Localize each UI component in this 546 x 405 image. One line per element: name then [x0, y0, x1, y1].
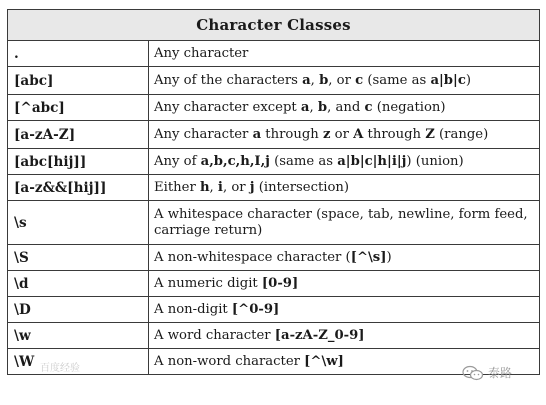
description-bold-fragment: [^\s] — [350, 249, 387, 265]
description-fragment: (negation) — [372, 99, 446, 115]
pattern-cell: \S — [8, 245, 149, 271]
description-bold-fragment: Z — [425, 126, 435, 142]
description-fragment: A numeric digit — [154, 275, 262, 291]
table-row — [8, 149, 540, 175]
description-fragment: Either — [154, 179, 200, 195]
description-fragment: A whitespace character (space, tab, newline, form feed, carriage return) — [154, 206, 528, 238]
description-cell — [149, 201, 540, 245]
description-cell — [149, 67, 540, 95]
description-fragment: A word character — [154, 327, 275, 343]
pattern-cell: [abc] — [8, 67, 149, 95]
pattern-cell: [^abc] — [8, 95, 149, 121]
description-bold-fragment: h — [199, 179, 210, 195]
description-bold-fragment: c — [355, 72, 364, 88]
description-fragment: , — [209, 179, 218, 195]
description-cell — [149, 95, 540, 121]
description-bold-fragment: a,b,c,h,I,j — [200, 153, 270, 169]
description-bold-fragment: i — [217, 179, 223, 195]
description-fragment: , or — [328, 72, 356, 88]
watermark-left: 百度经验 — [40, 363, 80, 374]
description-fragment: through — [363, 126, 426, 142]
description-fragment: A non-word character — [154, 353, 305, 369]
description-bold-fragment: z — [322, 126, 331, 142]
table-row — [8, 41, 540, 67]
description-bold-fragment: j — [249, 179, 255, 195]
description-bold-fragment: [a-zA-Z_0-9] — [274, 327, 365, 343]
description-fragment: , and — [327, 99, 365, 115]
character-classes-card — [7, 9, 539, 375]
description-bold-fragment: A — [353, 126, 364, 142]
character-classes-table — [7, 9, 540, 375]
description-bold-fragment: b — [317, 99, 328, 115]
pattern-cell: \s — [8, 201, 149, 245]
table-row — [8, 67, 540, 95]
description-fragment: ) (union) — [406, 153, 464, 169]
pattern-cell: [a-zA-Z] — [8, 121, 149, 149]
description-fragment: (same as — [269, 153, 338, 169]
pattern-cell: . — [8, 41, 149, 67]
description-bold-fragment: b — [319, 72, 329, 88]
description-cell — [149, 323, 540, 349]
description-fragment: Any character — [154, 126, 253, 142]
description-fragment: (range) — [434, 126, 489, 142]
pattern-cell: \W — [8, 349, 149, 375]
table-row — [8, 349, 540, 375]
description-fragment: Any character except — [154, 99, 301, 115]
table-row — [8, 95, 540, 121]
description-bold-fragment: a — [252, 126, 262, 142]
table-title: Character Classes — [8, 10, 540, 41]
description-fragment: Any of — [154, 153, 201, 169]
description-bold-fragment: a|b|c — [430, 72, 466, 88]
table-row — [8, 201, 540, 245]
description-fragment: Any of the characters — [154, 72, 303, 88]
description-fragment: through — [261, 126, 323, 142]
description-cell — [149, 41, 540, 67]
description-fragment: A non-digit — [154, 301, 232, 317]
description-cell — [149, 121, 540, 149]
description-fragment: A non-whitespace character ( — [154, 249, 351, 265]
description-bold-fragment: a — [300, 99, 310, 115]
description-fragment: , or — [222, 179, 250, 195]
table-row — [8, 175, 540, 201]
description-cell — [149, 349, 540, 375]
table-title-row — [8, 10, 540, 41]
description-bold-fragment: c — [364, 99, 373, 115]
description-bold-fragment: a — [302, 72, 311, 88]
pattern-cell: \D — [8, 297, 149, 323]
description-bold-fragment: a|b|c|h|i|j — [337, 153, 407, 169]
table-body — [8, 41, 540, 375]
description-bold-fragment: [^\w] — [304, 353, 344, 369]
watermark-right-text: 泰路 — [488, 366, 513, 380]
description-bold-fragment: [^0-9] — [231, 301, 280, 317]
description-fragment: , — [310, 72, 320, 88]
description-fragment: or — [330, 126, 354, 142]
table-row — [8, 245, 540, 271]
pattern-cell: [abc[hij]] — [8, 149, 149, 175]
description-fragment: (intersection) — [254, 179, 350, 195]
description-fragment: (same as — [363, 72, 431, 88]
table-row — [8, 323, 540, 349]
description-cell — [149, 297, 540, 323]
pattern-cell: \w — [8, 323, 149, 349]
description-bold-fragment: [0-9] — [261, 275, 299, 291]
description-cell — [149, 271, 540, 297]
pattern-cell: \d — [8, 271, 149, 297]
table-row — [8, 121, 540, 149]
description-fragment: Any character — [154, 45, 249, 61]
table-row — [8, 297, 540, 323]
description-fragment: ) — [465, 72, 471, 88]
description-fragment: , — [309, 99, 318, 115]
table-row — [8, 271, 540, 297]
description-fragment: ) — [386, 249, 392, 265]
description-cell — [149, 175, 540, 201]
pattern-cell: [a-z&&[hij]] — [8, 175, 149, 201]
description-cell — [149, 149, 540, 175]
description-cell — [149, 245, 540, 271]
